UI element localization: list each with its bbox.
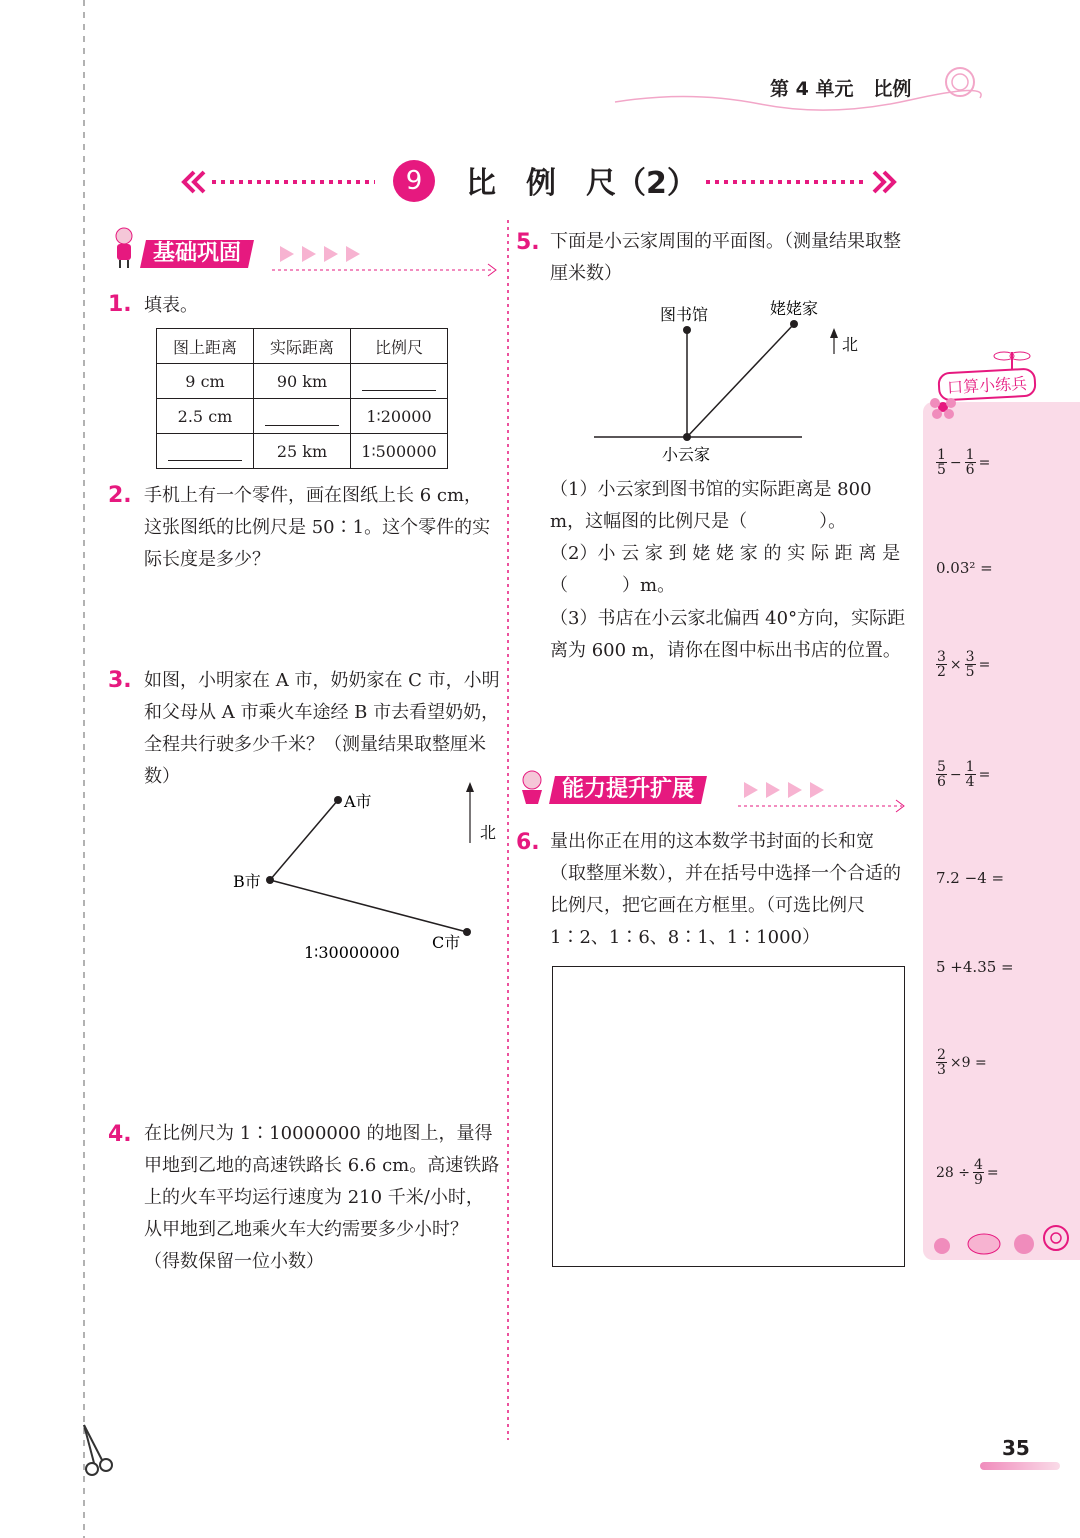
q5-sub1: （1）小云家到图书馆的实际距离是 800 m，这幅图的比例尺是（ ）。 <box>550 479 872 532</box>
lesson-number: 9 <box>393 160 435 202</box>
q5-sub3: （3）书店在小云家北偏西 40°方向，实际距离为 600 m，请你在图中标出书店的位置。 <box>550 608 906 661</box>
grandma-dot <box>790 320 798 328</box>
city-a-dot <box>334 796 342 804</box>
section-basic-title: 基础巩固 <box>153 241 242 266</box>
library-label: 图书馆 <box>660 305 709 324</box>
q1-header-map-distance: 图上距离 <box>157 329 254 364</box>
section-basic-arrows <box>272 240 502 280</box>
city-c-label: C市 <box>432 933 461 952</box>
exercise-4: $\frac{5}{6}$ − $\frac{1}{4}$ = <box>937 759 991 790</box>
q1-r3-scale: 1∶500000 <box>351 434 448 469</box>
q1-r2-real-blank[interactable] <box>254 399 351 434</box>
q1-header-scale: 比例尺 <box>351 329 448 364</box>
q1-r3-real: 25 km <box>254 434 351 469</box>
title-left-dots <box>180 168 380 196</box>
q3-number: 3. <box>108 668 132 693</box>
mental-math-panel <box>923 402 1080 1260</box>
q1-r1-scale-blank[interactable] <box>351 364 448 399</box>
q1-header-real-distance: 实际距离 <box>254 329 351 364</box>
home-dot <box>683 433 691 441</box>
q5-text: 下面是小云家周围的平面图。（测量结果取整厘米数） <box>550 231 901 284</box>
exercise-3: $\frac{3}{2}$ × $\frac{3}{5}$ = <box>937 649 991 680</box>
girl-mascot-icon <box>110 226 138 268</box>
scale-label: 1∶30000000 <box>304 943 400 962</box>
mascot-icon <box>516 768 550 808</box>
q4-text: 在比例尺为 1∶10000000 的地图上，量得甲地到乙地的高速铁路长 6.6 cm。高速铁路上的火车平均运行速度为 210 千米/小时，从甲地到乙地乘火车大约需要多少小时？（得数保留一位小数） <box>144 1123 500 1272</box>
exercise-7: $\frac{2}{3}$ ×9 = <box>937 1047 987 1078</box>
north-label: 北 <box>842 335 859 354</box>
unit-title: 比例 <box>873 78 912 100</box>
q1-r3-map-blank[interactable] <box>157 434 254 469</box>
unit-label: 第 4 单元 <box>770 78 854 100</box>
grandma-label: 姥姥家 <box>770 299 819 318</box>
q1-table <box>156 328 448 469</box>
city-c-dot <box>463 928 471 936</box>
sidebar-bottom-decoration <box>926 1222 1076 1268</box>
q5-neighborhood-map <box>590 292 880 472</box>
q1-number: 1. <box>108 292 132 317</box>
page-number: 35 <box>1002 1436 1030 1460</box>
lesson-title: 比 例 尺（2） <box>466 166 697 201</box>
header-unit <box>770 74 911 101</box>
page-number-bar <box>980 1462 1060 1470</box>
section-basic-banner <box>140 240 254 268</box>
q1-r1-map: 9 cm <box>157 364 254 399</box>
exercise-5: 7.2 −4 = <box>936 869 1005 887</box>
q6-text: 量出你正在用的这本数学书封面的长和宽（取整厘米数），并在括号中选择一个合适的比例尺，把它画在方框里。（可选比例尺 1∶2、1∶6、8∶1、1∶1000） <box>550 831 901 948</box>
flower-icon <box>926 392 962 422</box>
title-right-dots <box>706 168 906 196</box>
q3-text: 如图，小明家在 A 市，奶奶家在 C 市，小明和父母从 A 市乘火车途经 B 市去看望奶奶，全程共行驶多少千米？（测量结果取整厘米数） <box>144 670 500 787</box>
scissors-icon <box>84 1425 112 1475</box>
city-b-label: B市 <box>233 872 261 891</box>
exercise-1: $\frac{1}{5}$ − $\frac{1}{6}$ = <box>937 447 991 478</box>
q1-r1-real: 90 km <box>254 364 351 399</box>
q2-number: 2. <box>108 483 132 508</box>
north-label: 北 <box>480 823 497 842</box>
library-dot <box>683 326 691 334</box>
q4-number: 4. <box>108 1122 132 1147</box>
exercise-2: 0.03² = <box>936 559 993 577</box>
section-advanced-banner <box>549 776 707 804</box>
q6-number: 6. <box>516 830 540 855</box>
q5-sub2: （2）小 云 家 到 姥 姥 家 的 实 际 距 离 是（ ）m。 <box>550 543 901 596</box>
sidebar-title: 口算小练兵 <box>937 367 1036 401</box>
q1-r2-scale: 1∶20000 <box>351 399 448 434</box>
section-advanced-title: 能力提升扩展 <box>562 777 695 802</box>
q1-text: 填表。 <box>144 295 198 316</box>
q6-drawing-box[interactable] <box>552 966 905 1267</box>
section-advanced-arrows <box>738 776 908 816</box>
exercise-8: 28 ÷ $\frac{4}{9}$ = <box>936 1157 999 1188</box>
q3-route-diagram <box>220 780 510 970</box>
city-a-label: A市 <box>344 792 372 811</box>
q2-text: 手机上有一个零件，画在图纸上长 6 cm，这张图纸的比例尺是 50∶1。这个零件的实际长度是多少？ <box>144 485 491 570</box>
home-label: 小云家 <box>662 445 711 464</box>
exercise-6: 5 +4.35 = <box>936 958 1014 976</box>
q1-r2-map: 2.5 cm <box>157 399 254 434</box>
q5-number: 5. <box>516 230 540 255</box>
city-b-dot <box>266 876 274 884</box>
